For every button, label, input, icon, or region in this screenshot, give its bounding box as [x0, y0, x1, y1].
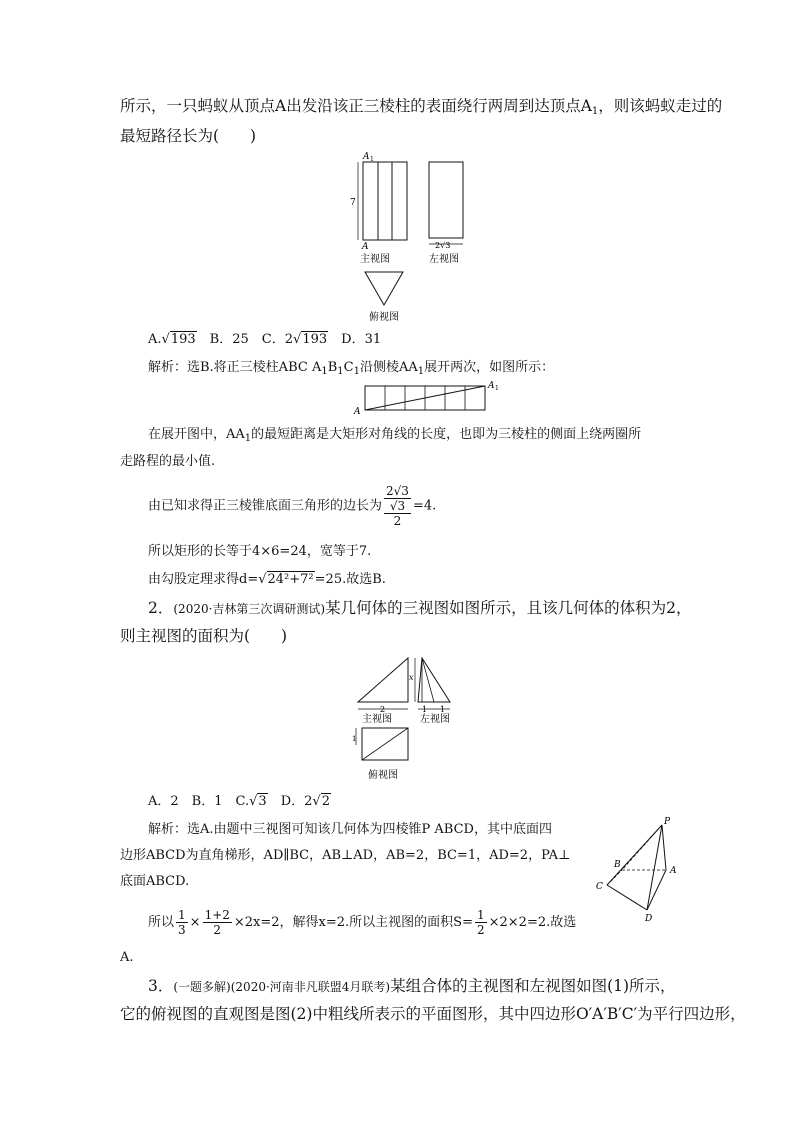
q1-solution-line4: 由已知求得正三棱锥底面三角形的边长为 2√3 √3 2 =4. — [148, 484, 437, 528]
q1-stem-line2: 最短路径长为( ) — [120, 127, 257, 145]
q1-solution-line2: 在展开图中，$AA_1$的最短距离是大矩形对角线的长度，也即为三棱柱的侧面上绕两圈所 — [148, 427, 642, 444]
unfold-label-a: A — [354, 407, 361, 417]
q2-solution-line1: 解析：选A.由题中三视图可知该几何体为四棱锥P ABCD，其中底面四 — [148, 822, 552, 837]
q2-pyramid-figure — [592, 815, 692, 925]
q2-label-1a: 1 — [422, 705, 428, 714]
pyr-label-a: A — [670, 866, 677, 876]
q1-caption-front: 主视图 — [360, 254, 390, 265]
q1-label-width: 2√3 — [435, 241, 451, 250]
q1-solution-line1: 解析：选B.将正三棱柱ABC $A_1B_1C_1$沿侧棱$AA_1$展开两次，如图所示： — [148, 360, 555, 377]
q2-stem-line1: 2．(2020·吉林第三次调研测试)某几何体的三视图如图所示，且该几何体的体积为2， — [148, 599, 692, 617]
q1-label-a1: A — [363, 152, 370, 162]
q1-solution-line5: 所以矩形的长等于4×6=24，宽等于7. — [148, 544, 372, 559]
q1-solution-line6: 由勾股定理求得d=√24²+7²=25.故选B. — [148, 572, 386, 587]
q2-three-view-figure — [350, 650, 480, 790]
q2-caption-top: 俯视图 — [368, 770, 398, 781]
q1-unfold-figure — [350, 378, 500, 418]
q3-stem-line2: 它的俯视图的直观图是图(2)中粗线所表示的平面图形，其中四边形O′A′B′C′为平行四边形， — [120, 1005, 746, 1023]
q2-options: A．2 B．1 C.√3 D．2√2 — [148, 794, 330, 809]
q1-label-a: A — [362, 242, 369, 252]
pyr-label-c: C — [596, 882, 603, 892]
pyr-label-d: D — [645, 914, 653, 924]
q2-caption-front: 主视图 — [362, 714, 392, 725]
pyr-label-b: B — [614, 860, 621, 870]
q2-solution-line2: 边形ABCD为直角梯形，AD∥BC，AB⊥AD，AB=2，BC=1，AD=2，PA⊥ — [120, 848, 571, 863]
q2-solution-line5: A. — [120, 950, 134, 965]
pyr-label-p: P — [664, 817, 671, 827]
q1-solution-line3: 走路程的最小值. — [120, 454, 216, 469]
q1-stem-line1: 所示，一只蚂蚁从顶点A出发沿该正三棱柱的表面绕行两周到达顶点$A_1$，则该蚂蚁走过的 — [120, 97, 723, 117]
svg-text:1: 1 — [495, 385, 499, 392]
q1-caption-top: 俯视图 — [369, 312, 399, 323]
q2-label-1c: 1 — [352, 735, 357, 743]
q1-caption-left: 左视图 — [429, 254, 459, 265]
q2-stem-line2: 则主视图的面积为( ) — [120, 627, 288, 645]
q2-caption-left: 左视图 — [420, 714, 450, 725]
q2-label-2: 2 — [380, 705, 386, 714]
q2-solution-line4: 所以 $\frac{1}{3}$ × $\frac{1+2}{2}$ ×2x=2，解得x=2.所以主视图的面积S= $\frac{1}{2}$ ×2×2=2.故选 — [148, 908, 577, 937]
q1-options: A.√193 B．25 C．2√193 D．31 — [148, 332, 382, 347]
q2-solution-line3: 底面ABCD. — [120, 874, 190, 889]
unfold-label-a1: A — [488, 381, 495, 391]
q1-three-view-figure — [345, 150, 475, 330]
q2-label-x: x — [409, 673, 414, 682]
q2-label-1b: 1 — [440, 705, 446, 714]
q1-label-7: 7 — [350, 198, 356, 208]
svg-text:1: 1 — [370, 156, 374, 163]
q3-stem-line1: 3．(一题多解)(2020·河南非凡联盟4月联考)某组合体的主视图和左视图如图(1)所示， — [148, 977, 676, 995]
